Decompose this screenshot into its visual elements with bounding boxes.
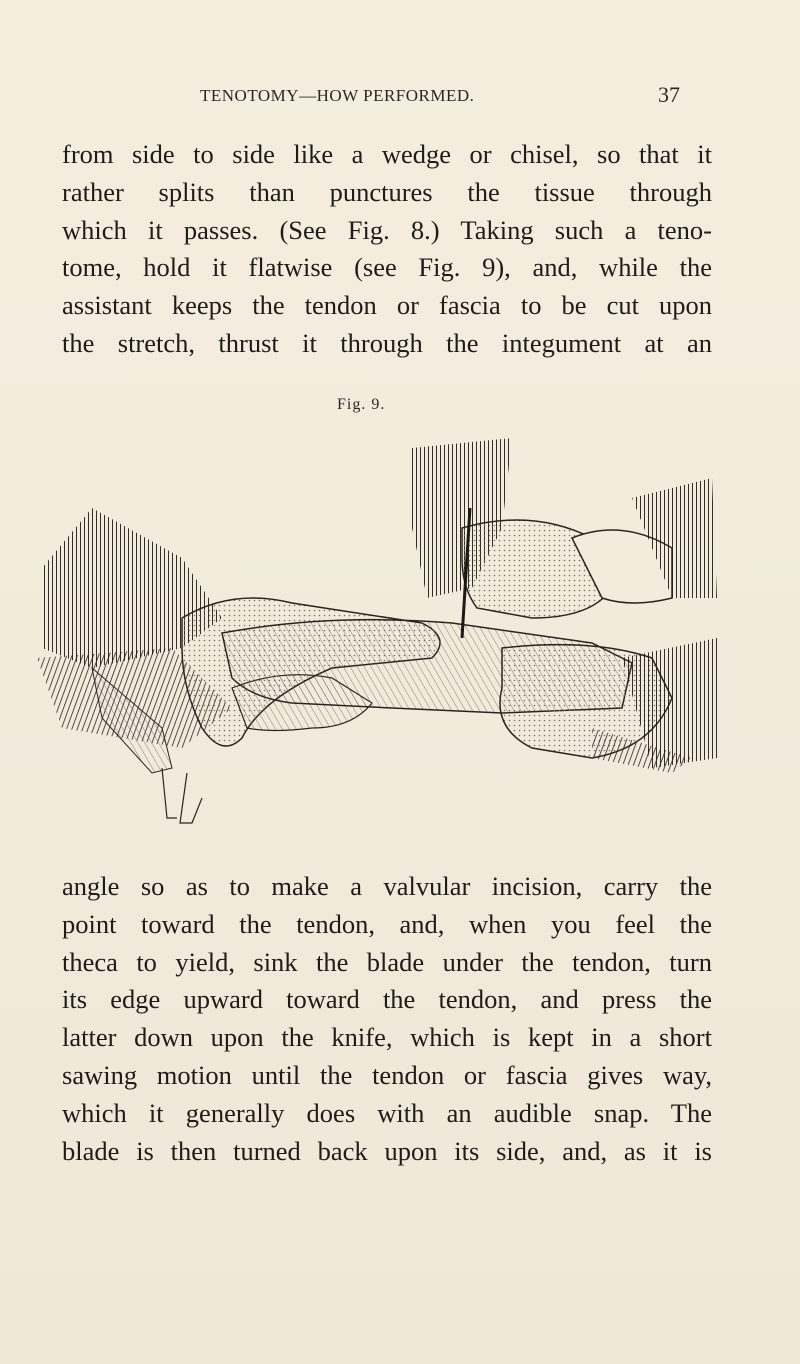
text-line: from side to side like a wedge or chisel, so that it bbox=[62, 139, 712, 169]
text-line: latter down upon the knife, which is kept in a short bbox=[62, 1022, 712, 1053]
text-line: its edge upward toward the tendon, and press the bbox=[62, 984, 712, 1015]
text-line: theca to yield, sink the blade under the tendon, turn bbox=[62, 946, 712, 977]
surgical-hands-illustration-icon bbox=[32, 428, 722, 828]
running-head: TENOTOMY—HOW PERFORMED. bbox=[200, 86, 475, 105]
text-line: point toward the tendon, and, when you feel the bbox=[62, 908, 712, 939]
figure-caption: Fig. 9. bbox=[337, 396, 386, 413]
text-line: the stretch, thrust it through the integument at an bbox=[62, 327, 712, 358]
text-line: angle so as to make a valvular incision, carry the bbox=[62, 871, 712, 901]
page-number: 37 bbox=[658, 82, 680, 107]
text-line: blade is then turned back upon its side, and, as it is bbox=[62, 1135, 712, 1166]
figure-illustration bbox=[32, 428, 722, 828]
text-line: which it generally does with an audible snap. The bbox=[62, 1097, 712, 1128]
text-line: tome, hold it flatwise (see Fig. 9), and, while the bbox=[62, 252, 712, 283]
text-line: assistant keeps the tendon or fascia to be cut upon bbox=[62, 290, 712, 321]
paragraph-bottom bbox=[62, 868, 712, 1170]
text-line: which it passes. (See Fig. 8.) Taking such a teno- bbox=[62, 214, 712, 245]
paragraph-top bbox=[62, 136, 712, 363]
text-line: sawing motion until the tendon or fascia gives way, bbox=[62, 1059, 712, 1090]
text-line: rather splits than punctures the tissue through bbox=[62, 176, 712, 207]
